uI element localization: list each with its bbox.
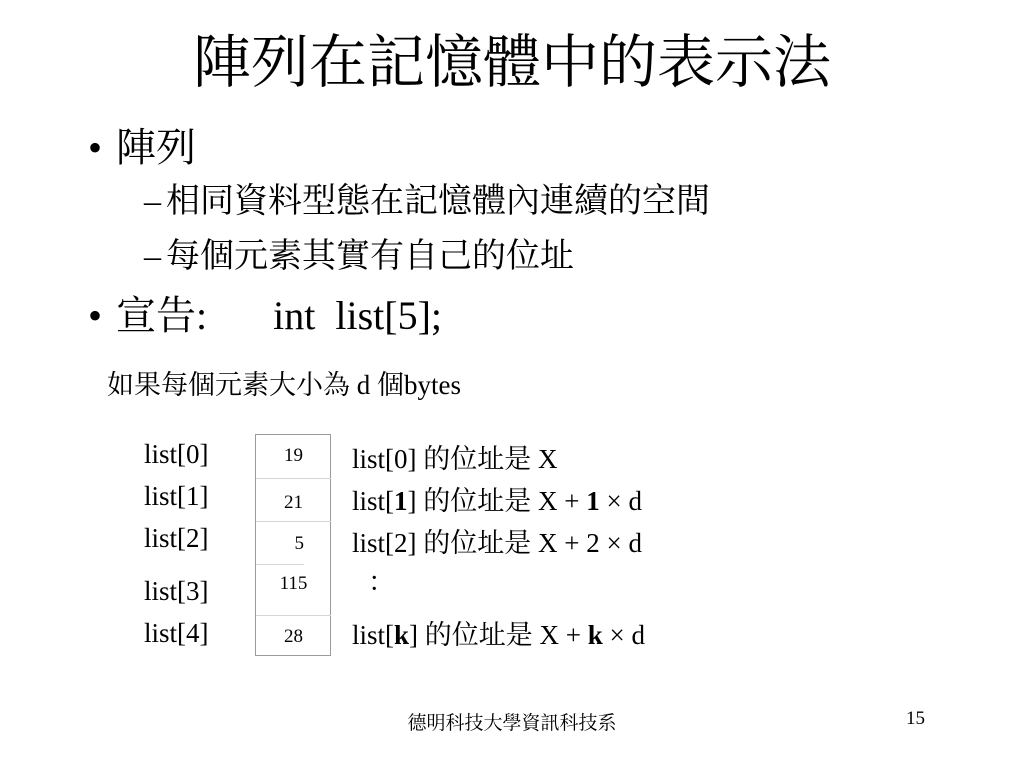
- sub-bullet-contiguous: [144, 181, 710, 223]
- addr-multiplier-bold: 1: [586, 486, 600, 516]
- addr-text: ] 的位址是 X +: [407, 486, 587, 516]
- addr-text: ] 的位址是 X +: [409, 620, 588, 650]
- sub-bullet-address: [144, 236, 574, 278]
- page-number: 15: [906, 708, 925, 729]
- slide-footer: 德明科技大學資訊科技系: [407, 713, 617, 734]
- declaration-code: int list[5];: [273, 293, 443, 338]
- declaration-label: 宣告:: [116, 293, 208, 338]
- list-label: list[0]: [144, 439, 209, 469]
- addr-index-bold: 1: [394, 486, 408, 516]
- bullet-dot: •: [88, 293, 103, 338]
- addr-text: list[: [352, 486, 395, 516]
- bullet-dot: •: [88, 125, 103, 170]
- address-line-k: [352, 619, 645, 651]
- bullet-declaration: [88, 292, 442, 340]
- dash-marker: –: [144, 238, 161, 275]
- list-label: list[1]: [144, 481, 209, 511]
- list-label: list[3]: [144, 576, 209, 606]
- list-label: list[4]: [144, 618, 209, 648]
- addr-index-bold: k: [394, 620, 410, 650]
- memory-cell: 21: [256, 479, 331, 522]
- sub-bullet-text: 每個元素其實有自己的位址: [166, 238, 574, 275]
- bullet-array-text: 陣列: [116, 125, 196, 170]
- list-label: list[2]: [144, 523, 209, 553]
- memory-cell: 19: [256, 435, 331, 479]
- bullet-array: [88, 124, 196, 172]
- addr-text: list[: [352, 620, 395, 650]
- address-line-2: list[2] 的位址是 X + 2 × d: [352, 528, 642, 558]
- slide-title: 陣列在記憶體中的表示法: [192, 30, 831, 95]
- memory-cell: 5: [256, 522, 304, 565]
- addr-text: × d: [602, 620, 646, 650]
- memory-cell: 28: [284, 626, 303, 647]
- address-ellipsis: ：: [368, 567, 395, 597]
- addr-text: × d: [599, 486, 642, 516]
- address-line-0: list[0] 的位址是 X: [352, 444, 558, 474]
- addr-multiplier-bold: k: [587, 620, 603, 650]
- dash-marker: –: [144, 183, 161, 220]
- sub-bullet-text: 相同資料型態在記憶體內連續的空間: [166, 183, 710, 220]
- element-size-note: 如果每個元素大小為 d 個bytes: [107, 370, 461, 400]
- address-line-1: [352, 485, 642, 517]
- memory-cell: 115: [256, 565, 331, 616]
